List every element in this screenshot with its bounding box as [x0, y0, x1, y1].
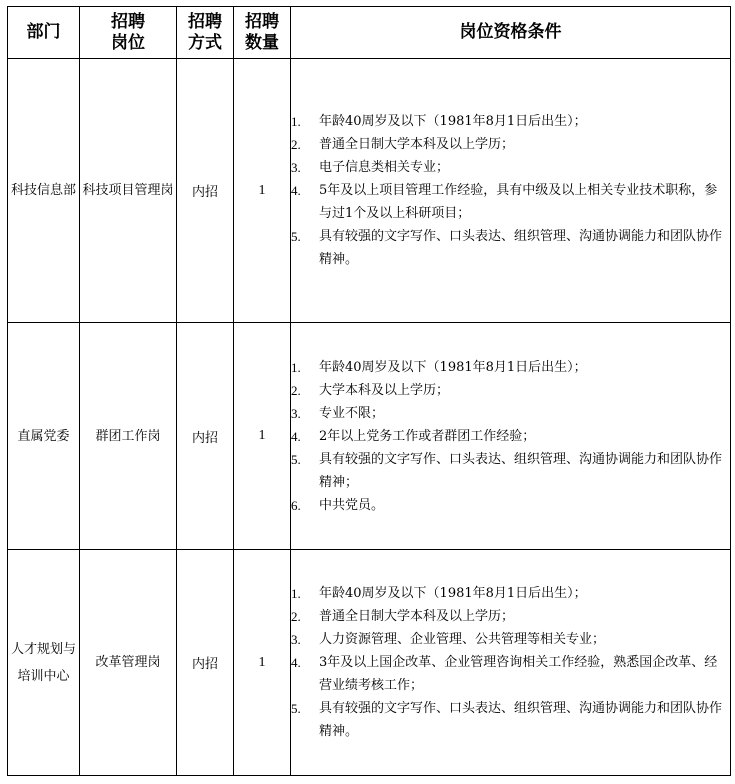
header-count: [234, 7, 291, 59]
header-dept-line: 部门: [26, 22, 61, 42]
header-position: [80, 7, 177, 59]
condition-text: 具有较强的文字写作、口头表达、组织管理、沟通协调能力和团队协作精神。: [319, 701, 723, 739]
header-conditions-line: 岗位资格条件: [459, 22, 562, 42]
condition-number: 3.: [291, 405, 301, 421]
dept-cell: 人才规划与培训中心: [8, 550, 80, 776]
count-cell: 1: [234, 323, 291, 550]
count-cell: 1: [234, 550, 291, 776]
condition-item: [291, 402, 730, 425]
table-body: [8, 59, 731, 776]
condition-number: 4.: [291, 428, 301, 444]
condition-item: [291, 379, 730, 402]
header-count-line-2: 数量: [245, 32, 279, 53]
condition-number: 5.: [291, 701, 301, 716]
condition-number: 1.: [291, 586, 301, 601]
conditions-cell: [291, 59, 731, 323]
condition-item: [291, 425, 730, 448]
condition-text: 普通全日制大学本科及以上学历；: [319, 609, 515, 624]
condition-number: 4.: [291, 183, 301, 198]
position-cell: 群团工作岗: [80, 323, 177, 550]
recruitment-table: [7, 6, 731, 776]
conditions-list: [291, 356, 730, 517]
position-cell: 科技项目管理岗: [80, 59, 177, 323]
condition-number: 6.: [291, 497, 301, 513]
condition-item: [291, 156, 730, 179]
table-row: [8, 323, 731, 550]
condition-text: 2年以上党务工作或者群团工作经验；: [319, 428, 536, 444]
condition-text: 专业不限；: [319, 405, 385, 421]
condition-text: 中共党员。: [319, 497, 385, 513]
condition-number: 3.: [291, 632, 301, 647]
position-cell: 改革管理岗: [80, 550, 177, 776]
condition-item: [291, 448, 730, 494]
condition-item: [291, 133, 730, 156]
count-cell: 1: [234, 59, 291, 323]
condition-item: [291, 110, 730, 133]
method-cell: 内招: [177, 550, 234, 776]
condition-text: 年龄40周岁及以下（1981年8月1日后出生）；: [319, 586, 587, 601]
condition-number: 5.: [291, 229, 301, 244]
condition-item: [291, 494, 730, 517]
condition-text: 年龄40周岁及以下（1981年8月1日后出生）；: [319, 359, 587, 375]
condition-number: 2.: [291, 609, 301, 624]
condition-item: [291, 651, 730, 697]
condition-number: 1.: [291, 114, 301, 129]
header-position-line-2: 岗位: [111, 32, 145, 53]
condition-text: 年龄40周岁及以下（1981年8月1日后出生）；: [319, 114, 587, 129]
conditions-cell: [291, 550, 731, 776]
condition-item: [291, 356, 730, 379]
condition-number: 4.: [291, 655, 301, 670]
dept-cell: 科技信息部: [8, 59, 80, 323]
condition-number: 2.: [291, 382, 301, 398]
condition-number: 3.: [291, 160, 301, 175]
condition-item: [291, 605, 730, 628]
table-row: [8, 550, 731, 776]
condition-text: 普通全日制大学本科及以上学历；: [319, 137, 515, 152]
header-count-line-1: 招聘: [245, 11, 279, 32]
conditions-cell: [291, 323, 731, 550]
condition-text: 具有较强的文字写作、口头表达、组织管理、沟通协调能力和团队协作精神。: [319, 229, 723, 267]
header-method-line-1: 招聘: [188, 11, 222, 32]
condition-text: 具有较强的文字写作、口头表达、组织管理、沟通协调能力和团队协作精神；: [319, 451, 723, 490]
condition-item: [291, 179, 730, 225]
condition-text: 5年及以上项目管理工作经验，具有中级及以上相关专业技术职称，参与过1个及以上科研项目；: [319, 183, 718, 221]
condition-text: 大学本科及以上学历；: [319, 382, 450, 398]
condition-text: 3年及以上国企改革、企业管理咨询相关工作经验，熟悉国企改革、经营业绩考核工作；: [319, 655, 718, 693]
method-cell: 内招: [177, 323, 234, 550]
header-position-line-1: 招聘: [111, 11, 145, 32]
conditions-list: [291, 110, 730, 271]
method-cell: 内招: [177, 59, 234, 323]
condition-item: [291, 225, 730, 271]
header-dept: [8, 7, 80, 59]
condition-number: 5.: [291, 451, 301, 467]
header-method-line-2: 方式: [188, 32, 222, 53]
condition-number: 1.: [291, 359, 301, 375]
table-row: [8, 59, 731, 323]
condition-text: 电子信息类相关专业；: [319, 160, 450, 175]
header-row: [8, 7, 731, 59]
conditions-list: [291, 582, 730, 743]
condition-item: [291, 628, 730, 651]
condition-number: 2.: [291, 137, 301, 152]
condition-item: [291, 582, 730, 605]
header-conditions: [291, 7, 731, 59]
header-method: [177, 7, 234, 59]
dept-cell: 直属党委: [8, 323, 80, 550]
condition-text: 人力资源管理、企业管理、公共管理等相关专业；: [319, 632, 606, 647]
condition-item: [291, 697, 730, 743]
